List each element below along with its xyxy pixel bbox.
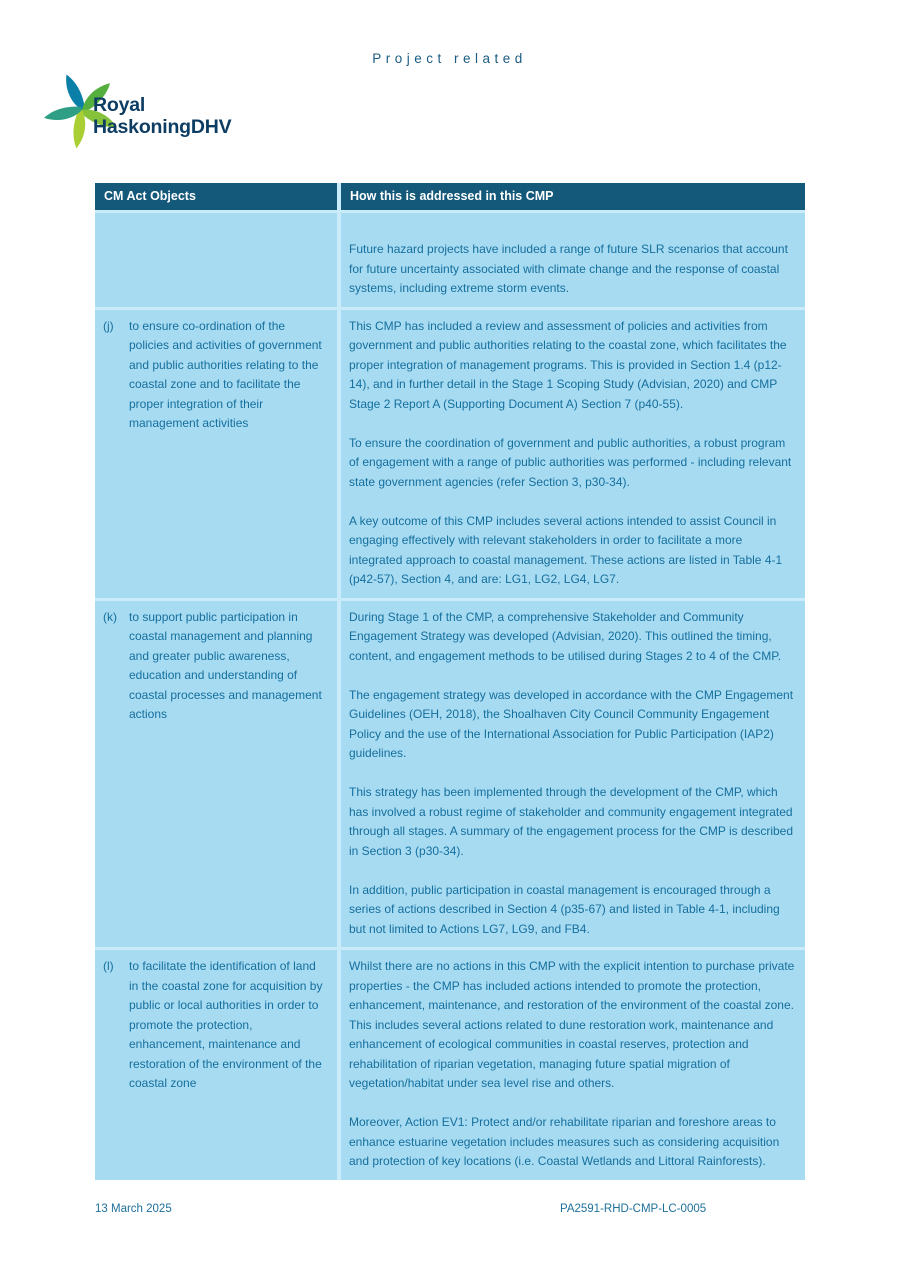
- cmp-response-cell: [337, 213, 805, 307]
- table-header-row: [95, 183, 805, 210]
- logo-text-line1: Royal: [93, 94, 146, 116]
- object-text: to support public participation in coastal management and planning and greater public awareness, education and understanding of coastal processes and management actions: [129, 609, 322, 721]
- cm-act-object-cell: [95, 601, 337, 948]
- cmp-response-cell: [337, 310, 805, 598]
- cmp-response-cell: [337, 950, 805, 1180]
- table-row: [95, 947, 805, 1180]
- column-header-cm-act-objects: CM Act Objects: [104, 189, 196, 203]
- object-text: to ensure co-ordination of the policies and activities of government and public authorities relating to the coastal zone and to facilitate the proper integration of their management activities: [129, 318, 322, 430]
- cm-act-object-cell: [95, 213, 337, 307]
- response-paragraph: The engagement strategy was developed in accordance with the CMP Engagement Guidelines (OEH, 2018), the Shoalhaven City Council Community Engagement Policy and the use of the International Association for Public Participation (IAP2) guidelines.: [349, 687, 794, 760]
- object-marker: (l): [103, 959, 114, 973]
- table-row: [95, 307, 805, 598]
- footer-doc-code: PA2591-RHD-CMP-LC-0005: [560, 1203, 707, 1215]
- cm-act-object-cell: [95, 950, 337, 1180]
- cmp-response-cell: [337, 601, 805, 948]
- table-body: [95, 210, 805, 1180]
- table-row: [95, 598, 805, 948]
- response-paragraph: To ensure the coordination of government and public authorities, a robust program of engagement with a range of public authorities was performed - including relevant state government agencies (refer Section 3, p30-34).: [349, 435, 792, 489]
- logo-text: [93, 95, 231, 138]
- response-paragraph: A key outcome of this CMP includes several actions intended to assist Council in engaging effectively with relevant stakeholders in order to facilitate a more integrated approach to coastal management. These actions are listed in Table 4-1 (p42-57), Section 4, and are: LG1, LG2, LG4, LG7.: [349, 513, 783, 586]
- table-row: [95, 210, 805, 307]
- cm-act-table: [95, 183, 805, 1180]
- response-paragraph: In addition, public participation in coastal management is encouraged through a series of actions described in Section 4 (p35-67) and listed in Table 4-1, including but not limited to Actions LG7, LG9, and FB4.: [349, 882, 780, 936]
- company-logo: [42, 64, 342, 154]
- response-paragraph: This CMP has included a review and assessment of policies and activities from government and public authorities relating to the coastal zone, which facilitates the proper integration of management programs. This is provided in Section 1.4 (p12-14), and in further detail in the Stage 1 Scoping Study (Advisian, 2020) and CMP Stage 2 Report A (Supporting Document A) Section 7 (p40-55).: [349, 318, 787, 411]
- page-footer: [95, 1203, 899, 1223]
- response-paragraph: During Stage 1 of the CMP, a comprehensive Stakeholder and Community Engagement Strategy was developed (Advisian, 2020). This outlined the timing, content, and engagement methods to be utilised during Stages 2 to 4 of the CMP.: [349, 609, 782, 663]
- cm-act-object-cell: [95, 310, 337, 598]
- response-paragraph: Moreover, Action EV1: Protect and/or rehabilitate riparian and foreshore areas to enhance estuarine vegetation includes measures such as considering acquisition and protection of key locations (i.e. Coastal Wetlands and Littoral Rainforests).: [349, 1115, 780, 1168]
- response-paragraph: Whilst there are no actions in this CMP with the explicit intention to purchase private properties - the CMP has included actions intended to promote the protection, enhancement, maintenance, and restoration of the environment of the coastal zone. This includes several actions related to dune restoration work, maintenance and enhancement of ecological communities in coastal reserves, protection and rehabilitation of riparian vegetation, managing future spatial migration of vegetation/habitat under sea level rise and others.: [349, 959, 795, 1090]
- project-related-label: Project related: [372, 51, 527, 66]
- object-text: to facilitate the identification of land in the coastal zone for acquisition by public or local authorities in order to promote the protection, enhancement, maintenance and restoration of the environment of the coastal zone: [129, 959, 323, 1090]
- response-paragraph: This strategy has been implemented through the development of the CMP, which has involved a robust regime of stakeholder and community engagement integrated through all stages. A summary of the engagement process for the CMP is described in Section 3 (p30-34).: [349, 785, 794, 858]
- footer-date: 13 March 2025: [95, 1203, 172, 1215]
- object-marker: (j): [103, 318, 114, 333]
- object-marker: (k): [103, 609, 117, 624]
- logo-text-line2: HaskoningDHV: [93, 115, 232, 138]
- response-paragraph: Future hazard projects have included a range of future SLR scenarios that account for future uncertainty associated with climate change and the response of coastal systems, including extreme storm events.: [349, 242, 788, 295]
- column-header-how-addressed: How this is addressed in this CMP: [337, 183, 805, 210]
